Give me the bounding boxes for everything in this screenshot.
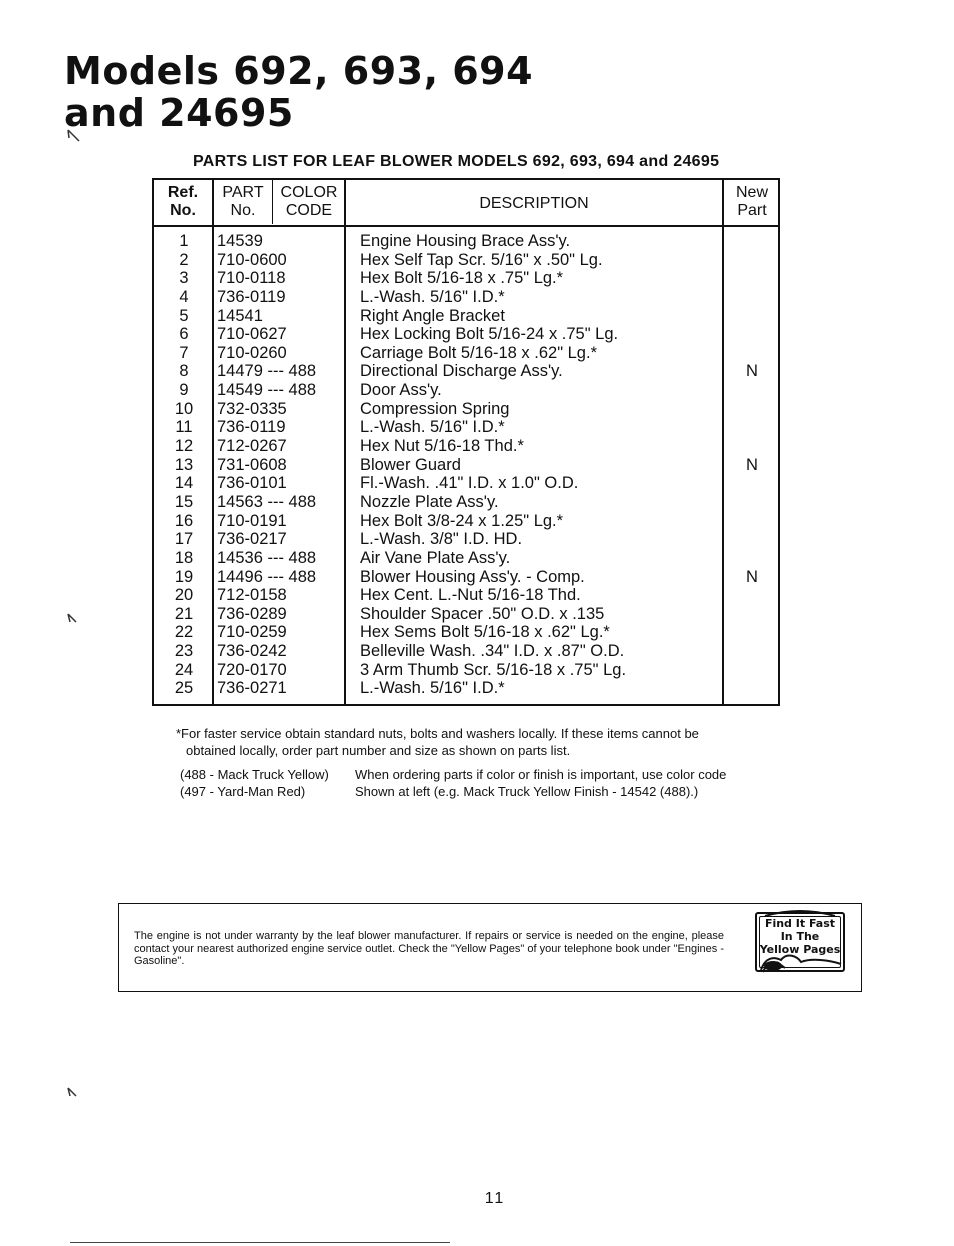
description-cell: Hex Nut 5/16-18 Thd.* bbox=[360, 437, 524, 456]
ref-cell: 3 bbox=[179, 269, 189, 288]
new-part-cell: N bbox=[746, 362, 758, 381]
description-cell: Nozzle Plate Ass'y. bbox=[360, 492, 499, 511]
new-part-cell bbox=[724, 493, 780, 512]
ref-cell: 19 bbox=[174, 567, 194, 586]
new-part-cell: N bbox=[746, 455, 758, 474]
header-part-line1: PART bbox=[222, 184, 264, 201]
header-ref-no bbox=[154, 184, 212, 220]
color-code-row bbox=[180, 766, 726, 783]
header-new-line2: Part bbox=[737, 202, 767, 219]
description-cell: Right Angle Bracket bbox=[360, 306, 505, 325]
scan-mark-icon bbox=[66, 612, 78, 624]
new-part-cell bbox=[724, 269, 780, 288]
header-new-part bbox=[724, 184, 780, 220]
part-number-cell: 731-0608 bbox=[217, 455, 287, 474]
description-cell: Blower Housing Ass'y. - Comp. bbox=[360, 567, 585, 586]
new-part-cell bbox=[724, 642, 780, 661]
new-part-cell bbox=[724, 661, 780, 680]
ref-cell: 24 bbox=[174, 660, 194, 679]
ref-cell: 22 bbox=[174, 623, 194, 642]
badge-line1: Find It Fast bbox=[764, 917, 836, 930]
part-number-cell: 14536 --- 488 bbox=[217, 548, 317, 567]
description-cell: Hex Locking Bolt 5/16-24 x .75" Lg. bbox=[360, 325, 619, 344]
description-cell: Directional Discharge Ass'y. bbox=[360, 362, 563, 381]
header-description-label: DESCRIPTION bbox=[479, 195, 589, 212]
description-cell: Hex Bolt 5/16-18 x .75" Lg.* bbox=[360, 269, 564, 288]
page-title-line2: and 24695 bbox=[64, 91, 294, 135]
part-number-cell: 710-0600 bbox=[217, 250, 287, 269]
ref-cell: 23 bbox=[174, 642, 194, 661]
part-number-cell: 736-0217 bbox=[217, 530, 287, 549]
new-part-cell bbox=[724, 418, 780, 437]
part-number-cell: 710-0260 bbox=[217, 343, 287, 362]
description-cell: Hex Cent. L.-Nut 5/16-18 Thd. bbox=[360, 586, 581, 605]
badge-text bbox=[757, 917, 843, 956]
description-cell: Hex Bolt 3/8-24 x 1.25" Lg.* bbox=[360, 511, 564, 530]
description-cell: L.-Wash. 5/16" I.D.* bbox=[360, 679, 505, 698]
part-number-column bbox=[217, 232, 347, 698]
new-part-cell bbox=[724, 232, 780, 251]
part-number-cell: 736-0119 bbox=[217, 418, 286, 437]
page-number: 11 bbox=[484, 1190, 506, 1207]
ref-cell: 15 bbox=[174, 492, 194, 511]
part-number-cell: 710-0118 bbox=[217, 269, 286, 288]
ref-cell: 17 bbox=[174, 530, 194, 549]
color-code-row bbox=[180, 783, 726, 800]
description-cell: Hex Self Tap Scr. 5/16" x .50" Lg. bbox=[360, 250, 603, 269]
part-number-cell: 14479 --- 488 bbox=[217, 362, 317, 381]
color-instruction-line1: When ordering parts if color or finish is important, use color code bbox=[355, 767, 727, 782]
part-number-cell: 720-0170 bbox=[217, 660, 287, 679]
part-number-cell: 14496 --- 488 bbox=[217, 567, 317, 586]
ref-cell: 18 bbox=[174, 548, 194, 567]
ref-cell: 20 bbox=[174, 586, 194, 605]
color-instruction-line2: Shown at left (e.g. Mack Truck Yellow Finish - 14542 (488).) bbox=[355, 784, 699, 799]
part-number-cell: 712-0158 bbox=[217, 586, 287, 605]
scan-mark-icon bbox=[66, 128, 82, 144]
part-number-cell: 14539 bbox=[217, 232, 263, 250]
description-cell: Fl.-Wash. .41" I.D. x 1.0" O.D. bbox=[360, 474, 579, 493]
table-header-divider bbox=[154, 225, 778, 227]
new-part-column bbox=[724, 232, 780, 698]
header-description bbox=[346, 195, 722, 213]
table-divider bbox=[272, 180, 273, 224]
badge-line3: Yellow Pages bbox=[759, 943, 841, 956]
new-part-cell bbox=[724, 512, 780, 531]
part-number-cell: 732-0335 bbox=[217, 399, 287, 418]
new-part-cell bbox=[724, 381, 780, 400]
description-cell: Belleville Wash. .34" I.D. x .87" O.D. bbox=[360, 642, 625, 661]
engine-warranty-box bbox=[118, 903, 862, 992]
description-cell: Carriage Bolt 5/16-18 x .62" Lg.* bbox=[360, 343, 597, 362]
header-color-code bbox=[274, 184, 344, 220]
new-part-cell bbox=[724, 307, 780, 326]
ref-cell: 6 bbox=[179, 325, 189, 344]
ref-cell: 11 bbox=[175, 418, 193, 437]
new-part-cell bbox=[724, 549, 780, 568]
ref-cell: 4 bbox=[179, 287, 189, 306]
header-ref-line2: No. bbox=[170, 202, 196, 219]
ref-cell: 12 bbox=[174, 437, 194, 456]
ref-cell: 14 bbox=[174, 474, 194, 493]
ref-cell: 1 bbox=[179, 232, 189, 250]
part-number-cell: 14541 bbox=[217, 306, 263, 325]
new-part-cell bbox=[724, 251, 780, 270]
ref-cell: 7 bbox=[179, 343, 189, 362]
bottom-rule bbox=[70, 1242, 450, 1243]
header-ref-line1: Ref. bbox=[167, 184, 199, 201]
standard-parts-note bbox=[176, 725, 776, 759]
ref-cell: 2 bbox=[179, 250, 189, 269]
description-cell: Hex Sems Bolt 5/16-18 x .62" Lg.* bbox=[360, 623, 610, 642]
new-part-cell bbox=[724, 288, 780, 307]
new-part-cell bbox=[724, 325, 780, 344]
part-number-cell: 710-0259 bbox=[217, 623, 287, 642]
part-number-cell: 712-0267 bbox=[217, 437, 287, 456]
header-part-line2: No. bbox=[230, 202, 256, 219]
page-title bbox=[64, 50, 533, 134]
part-number-cell: 736-0119 bbox=[217, 287, 286, 306]
header-new-line1: New bbox=[735, 184, 768, 201]
description-cell: Blower Guard bbox=[360, 455, 461, 474]
description-cell: L.-Wash. 5/16" I.D.* bbox=[360, 287, 505, 306]
new-part-cell bbox=[724, 344, 780, 363]
standard-parts-note-line2: obtained locally, order part number and size as shown on parts list. bbox=[186, 743, 571, 758]
scan-mark-icon bbox=[66, 1086, 78, 1098]
description-cell: Compression Spring bbox=[360, 399, 510, 418]
header-part-no bbox=[214, 184, 272, 220]
description-cell: Engine Housing Brace Ass'y. bbox=[360, 232, 571, 250]
new-part-cell bbox=[724, 623, 780, 642]
ref-cell: 16 bbox=[174, 511, 194, 530]
badge-line2: In The bbox=[780, 930, 820, 943]
part-number-cell: 736-0289 bbox=[217, 604, 287, 623]
new-part-cell: N bbox=[746, 567, 758, 586]
new-part-cell bbox=[724, 474, 780, 493]
color-code-note bbox=[180, 766, 726, 800]
ref-cell: 9 bbox=[179, 381, 189, 400]
parts-table bbox=[152, 178, 780, 706]
new-part-cell bbox=[724, 605, 780, 624]
ref-cell: 5 bbox=[179, 306, 189, 325]
ref-cell: 21 bbox=[174, 604, 194, 623]
description-cell: Shoulder Spacer .50" O.D. x .135 bbox=[360, 604, 605, 623]
new-part-cell bbox=[724, 586, 780, 605]
description-cell: L.-Wash. 5/16" I.D.* bbox=[360, 418, 505, 437]
part-number-cell: 710-0627 bbox=[217, 325, 287, 344]
part-number-cell: 710-0191 bbox=[217, 511, 287, 530]
new-part-cell bbox=[724, 530, 780, 549]
description-column bbox=[360, 232, 720, 698]
part-number-cell: 736-0242 bbox=[217, 642, 287, 661]
page-title-line1: Models 692, 693, 694 bbox=[64, 49, 534, 93]
new-part-cell bbox=[724, 679, 780, 698]
ref-cell: 13 bbox=[174, 455, 194, 474]
part-number-cell: 14549 --- 488 bbox=[217, 381, 317, 400]
description-cell: Air Vane Plate Ass'y. bbox=[360, 548, 511, 567]
new-part-cell bbox=[724, 400, 780, 419]
description-cell: 3 Arm Thumb Scr. 5/16-18 x .75" Lg. bbox=[360, 660, 627, 679]
engine-warranty-text: The engine is not under warranty by the leaf blower manufacturer. If repairs or service is needed on the engine, please contact your nearest authorized engine service outlet. Check the "Yellow Pages" of your telephone book under "Engines - Gasoline". bbox=[134, 930, 724, 967]
part-number-cell: 736-0271 bbox=[217, 679, 287, 698]
yellow-pages-badge bbox=[751, 906, 849, 976]
description-cell: Door Ass'y. bbox=[360, 381, 442, 400]
part-number-cell: 14563 --- 488 bbox=[217, 492, 317, 511]
new-part-cell bbox=[724, 437, 780, 456]
parts-table-heading: PARTS LIST FOR LEAF BLOWER MODELS 692, 693, 694 and 24695 bbox=[193, 153, 720, 170]
standard-parts-note-line1: *For faster service obtain standard nuts, bolts and washers locally. If these items cannot be bbox=[176, 726, 699, 741]
ref-column bbox=[154, 232, 214, 698]
header-color-line2: CODE bbox=[285, 202, 333, 219]
ref-cell: 10 bbox=[174, 399, 194, 418]
ref-cell: 25 bbox=[174, 679, 194, 698]
part-number-cell: 736-0101 bbox=[217, 474, 287, 493]
description-cell: L.-Wash. 3/8" I.D. HD. bbox=[360, 530, 523, 549]
color-code-488: (488 - Mack Truck Yellow) bbox=[180, 767, 329, 782]
ref-cell: 8 bbox=[179, 362, 189, 381]
header-color-line1: COLOR bbox=[280, 184, 338, 201]
color-code-497: (497 - Yard-Man Red) bbox=[180, 784, 306, 799]
